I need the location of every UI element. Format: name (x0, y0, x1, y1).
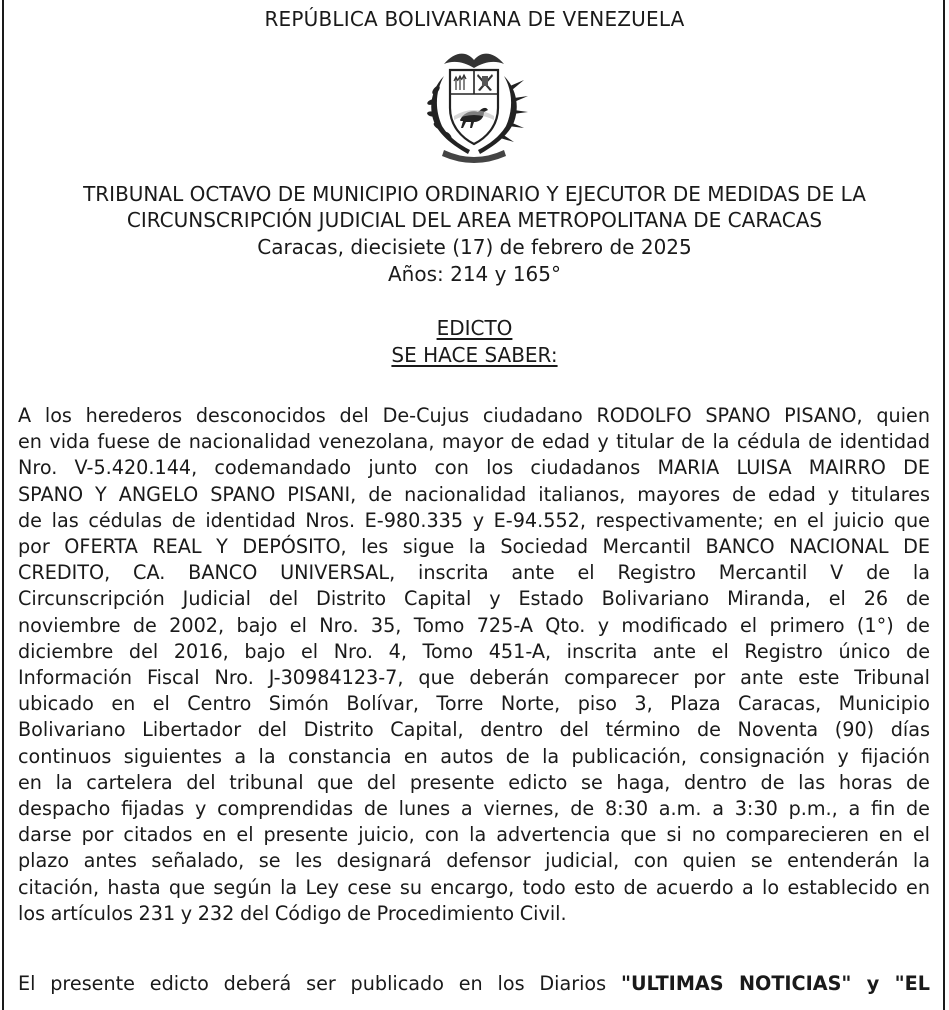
body-line: continuos siguientes a la constancia en autos de la publicación, consignación y fijación (18, 744, 930, 768)
body-line: noviembre de 2002, bajo el Nro. 35, Tomo 725-A Qto. y modificado el primero (1°) de (18, 613, 930, 637)
body-line: A los herederos desconocidos del De-Cujus ciudadano RODOLFO SPANO PISANO, quien (18, 404, 930, 427)
body-line: de las cédulas de identidad Nros. E-980.335 y E-94.552, respectivamente; en el juicio que (18, 508, 930, 532)
notice-subtitle-text: SE HACE SABER: (391, 343, 558, 367)
body-line: SPANO Y ANGELO SPANO PISANI, de nacionalidad italianos, mayores de edad y titulares (18, 482, 930, 506)
country-heading: REPÚBLICA BOLIVARIANA DE VENEZUELA (264, 7, 685, 31)
body-line: Nro. V-5.420.144, codemandado junto con los ciudadanos MARIA LUISA MAIRRO DE (18, 456, 930, 480)
body-line: por OFERTA REAL Y DEPÓSITO, les sigue la Sociedad Mercantil BANCO NACIONAL DE (18, 535, 930, 559)
body-line: Información Fiscal Nro. J-30984123-7, que deberán comparecer por ante este Tribunal (18, 666, 930, 690)
body-line: CREDITO, CA. BANCO UNIVERSAL, inscrita ante el Registro Mercantil V de la (18, 561, 930, 585)
court-years: Años: 214 y 165° (387, 262, 561, 286)
publication-text-before: El presente edicto deberá ser publicado en los Diarios (18, 972, 621, 995)
edict-body (18, 403, 930, 927)
body-line: Bolivariano Libertador del Distrito Capital, dentro del término de Noventa (90) días (18, 718, 930, 742)
publication-text-after: y "EL (851, 972, 931, 995)
court-name-line-2: CIRCUNSCRIPCIÓN JUDICIAL DEL AREA METROPOLITANA DE CARACAS (126, 208, 823, 232)
notice-title (0, 316, 949, 340)
body-line: citación, hasta que según la Ley cese su encargo, todo esto de acuerdo a lo establecido en (18, 875, 930, 899)
notice-subtitle (0, 343, 949, 367)
body-line: los artículos 231 y 232 del Código de Procedimiento Civil. (18, 901, 567, 925)
body-line: darse por citados en el presente juicio, con la advertencia que si no comparecieren en el (18, 823, 930, 847)
venezuela-coat-of-arms-icon (414, 46, 534, 168)
body-line: en la cartelera del tribunal que del presente edicto se haga, dentro de las horas de (18, 770, 930, 794)
court-name-line-1: TRIBUNAL OCTAVO DE MUNICIPIO ORDINARIO Y EJECUTOR DE MEDIDAS DE LA (83, 182, 866, 206)
body-line: ubicado en el Centro Simón Bolívar, Torre Norte, piso 3, Plaza Caracas, Municipio (18, 692, 930, 716)
newspaper-name: "ULTIMAS NOTICIAS" (620, 972, 852, 995)
body-line: diciembre del 2016, bajo el Nro. 4, Tomo 451-A, inscrita ante el Registro único de (18, 639, 930, 663)
notice-title-text: EDICTO (436, 316, 513, 340)
body-line: en vida fuese de nacionalidad venezolana, mayor de edad y titular de la cédula de identidad (18, 430, 930, 454)
publication-notice (18, 971, 930, 997)
body-line: despacho fijadas y comprendidas de lunes a viernes, de 8:30 a.m. a 3:30 p.m., a fin de (18, 797, 930, 821)
body-line: plazo antes señalado, se les designará defensor judicial, con quien se entenderán la (18, 849, 930, 873)
court-date: Caracas, diecisiete (17) de febrero de 2025 (257, 235, 692, 259)
body-line: Circunscripción Judicial del Distrito Capital y Estado Bolivariano Miranda, el 26 de (18, 587, 930, 611)
